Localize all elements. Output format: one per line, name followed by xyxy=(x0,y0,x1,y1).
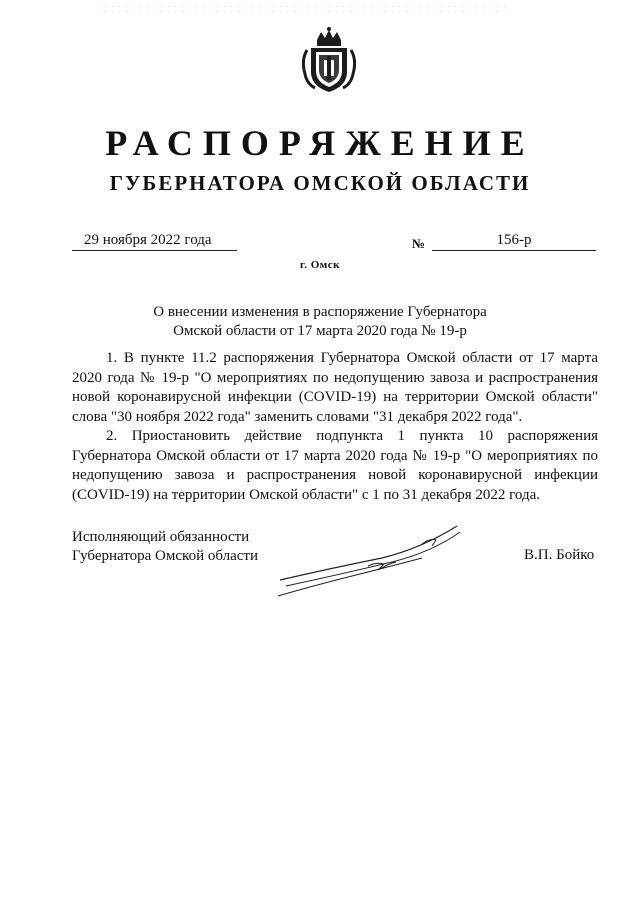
heading-line: О внесении изменения в распоряжение Губернатора xyxy=(153,304,487,320)
body-paragraph: 1. В пункте 11.2 распоряжения Губернатора Омской области от 17 марта 2020 года № 19-р "О мероприятиях по недопущению завоза и распространения новой коронавирусной инфекции (COVID-19) на территории Омской области" слова "30 ноября 2022 года" заменить словами "31 декабря 2022 года". xyxy=(72,350,598,425)
document-heading xyxy=(120,303,520,341)
signatory-position-line: Исполняющий обязанности xyxy=(72,529,250,545)
signatory-position-line: Губернатора Омской области xyxy=(72,548,258,564)
coat-of-arms-emblem xyxy=(297,26,361,94)
body-paragraph: 2. Приостановить действие подпункта 1 пункта 10 распоряжения Губернатора Омской области от 17 марта 2020 года № 19-р "О мероприятиях по недопущению завоза и распространения новой коронавирусной инфекции (COVID-19) на территории Омской области" с 1 по 31 декабря 2022 года. xyxy=(72,428,598,503)
number-sign: № xyxy=(412,236,426,251)
document-date: 29 ноября 2022 года xyxy=(72,232,237,251)
document-city: г. Омск xyxy=(299,259,341,271)
scan-noise xyxy=(95,4,505,16)
heading-line: Омской области от 17 марта 2020 года № 19-р xyxy=(173,323,467,339)
handwritten-signature xyxy=(272,518,467,600)
document-subtitle: ГУБЕРНАТОРА ОМСКОЙ ОБЛАСТИ xyxy=(109,171,531,195)
document-title: РАСПОРЯЖЕНИЕ xyxy=(105,123,535,163)
document-number: 156-р xyxy=(432,232,596,251)
signatory-position xyxy=(72,528,258,566)
document-body xyxy=(72,349,598,505)
signatory-name: В.П. Бойко xyxy=(524,547,595,563)
